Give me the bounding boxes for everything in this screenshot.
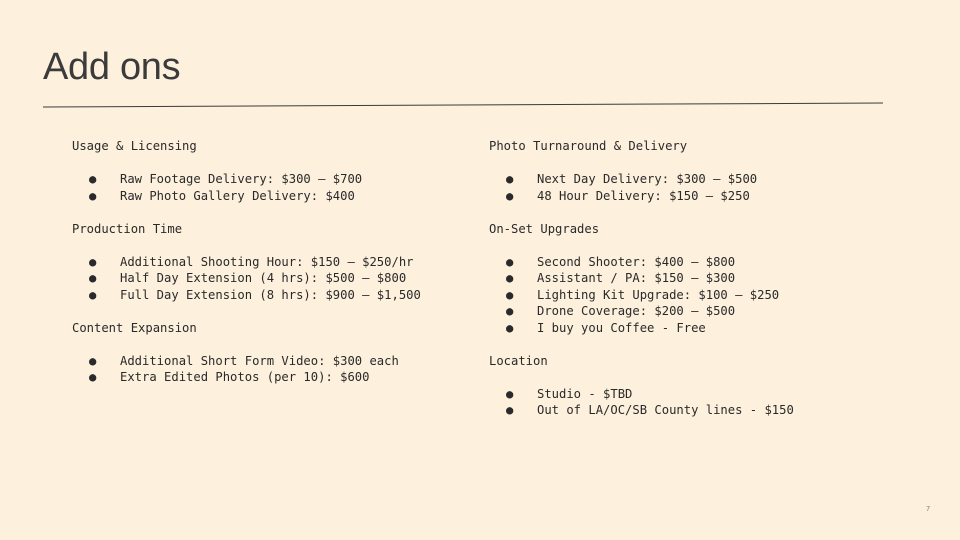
section-photo-turnaround xyxy=(489,138,889,204)
item-list xyxy=(489,171,889,204)
list-item-text: Raw Footage Delivery: $300 – $700 xyxy=(120,172,363,186)
item-list xyxy=(489,386,889,419)
slide-title: Add ons xyxy=(43,46,181,88)
list-item xyxy=(72,171,452,188)
section-heading: Photo Turnaround & Delivery xyxy=(489,139,688,153)
bullet-icon: ● xyxy=(506,254,514,269)
list-item xyxy=(489,188,889,205)
list-item xyxy=(72,287,452,304)
list-item-text: Drone Coverage: $200 – $500 xyxy=(537,304,736,318)
section-heading: On-Set Upgrades xyxy=(489,221,600,236)
list-item xyxy=(489,303,889,320)
bullet-icon: ● xyxy=(89,188,97,203)
list-item xyxy=(489,402,889,419)
bullet-icon: ● xyxy=(89,254,97,269)
section-content-expansion xyxy=(72,320,452,386)
list-item xyxy=(489,386,889,403)
section-usage-licensing xyxy=(72,138,452,204)
item-list xyxy=(489,254,889,337)
section-heading: Content Expansion xyxy=(72,320,197,335)
list-item xyxy=(489,320,889,337)
title-divider xyxy=(43,102,883,108)
list-item xyxy=(489,287,889,304)
item-list xyxy=(72,171,452,204)
list-item xyxy=(489,270,889,287)
right-column xyxy=(489,138,889,435)
list-item xyxy=(489,254,889,271)
list-item-text: Extra Edited Photos (per 10): $600 xyxy=(120,370,370,384)
list-item xyxy=(72,369,452,386)
list-item-text: Additional Short Form Video: $300 each xyxy=(120,353,399,368)
section-heading: Production Time xyxy=(72,221,183,236)
list-item-text: Raw Photo Gallery Delivery: $400 xyxy=(120,188,355,203)
list-item-text: 48 Hour Delivery: $150 – $250 xyxy=(537,188,750,203)
bullet-icon: ● xyxy=(506,287,514,302)
list-item-text: I buy you Coffee - Free xyxy=(537,320,706,335)
item-list xyxy=(72,353,452,386)
section-on-set-upgrades xyxy=(489,221,889,337)
bullet-icon: ● xyxy=(506,172,514,186)
list-item xyxy=(72,188,452,205)
section-production-time xyxy=(72,221,452,304)
bullet-icon: ● xyxy=(506,188,514,203)
list-item-text: Additional Shooting Hour: $150 – $250/hr xyxy=(120,254,414,269)
list-item xyxy=(72,254,452,271)
bullet-icon: ● xyxy=(89,353,97,368)
bullet-icon: ● xyxy=(89,271,97,285)
list-item xyxy=(72,270,452,287)
list-item-text: Full Day Extension (8 hrs): $900 – $1,500 xyxy=(120,287,421,302)
list-item-text: Out of LA/OC/SB County lines - $150 xyxy=(537,403,794,417)
section-heading: Usage & Licensing xyxy=(72,139,197,153)
list-item xyxy=(72,353,452,370)
list-item-text: Assistant / PA: $150 – $300 xyxy=(537,271,736,285)
bullet-icon: ● xyxy=(506,320,514,335)
bullet-icon: ● xyxy=(89,370,97,384)
page-number: 7 xyxy=(926,506,930,513)
bullet-icon: ● xyxy=(506,403,514,417)
bullet-icon: ● xyxy=(506,304,514,318)
list-item-text: Next Day Delivery: $300 – $500 xyxy=(537,172,758,186)
bullet-icon: ● xyxy=(506,271,514,285)
section-location xyxy=(489,353,889,419)
list-item-text: Half Day Extension (4 hrs): $500 – $800 xyxy=(120,271,407,285)
left-column xyxy=(72,138,452,402)
bullet-icon: ● xyxy=(89,287,97,302)
bullet-icon: ● xyxy=(89,172,97,186)
list-item-text: Studio - $TBD xyxy=(537,386,633,401)
list-item-text: Lighting Kit Upgrade: $100 – $250 xyxy=(537,287,780,302)
list-item xyxy=(489,171,889,188)
bullet-icon: ● xyxy=(506,386,514,401)
item-list xyxy=(72,254,452,304)
list-item-text: Second Shooter: $400 – $800 xyxy=(537,254,736,269)
section-heading: Location xyxy=(489,353,548,368)
